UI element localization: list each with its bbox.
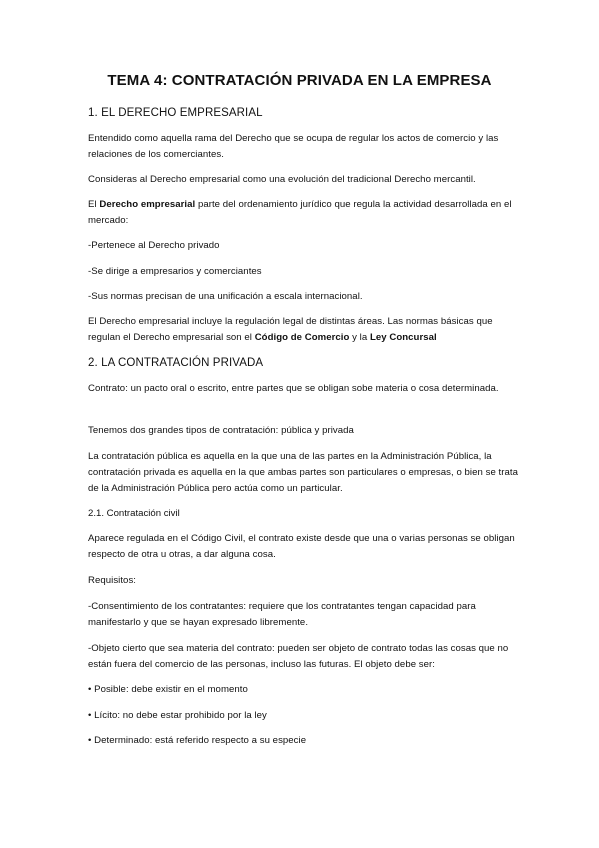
subsection-2-1-heading: 2.1. Contratación civil xyxy=(88,508,180,519)
p4-text-mid: y la xyxy=(349,332,370,343)
section-2-paragraph-2: Tenemos dos grandes tipos de contratación: pública y privada xyxy=(88,425,354,436)
p3-text-start: El xyxy=(88,199,100,210)
section-2-paragraph-4: Aparece regulada en el Código Civil, el contrato existe desde que una o varias personas se obligan respecto de otra u otras, a dar alguna cosa. xyxy=(88,533,515,560)
p4-bold-codigo: Código de Comercio xyxy=(254,332,350,343)
section-2-paragraph-3: La contratación pública es aquella en la que una de las partes en la Administración Pública, la contratación privada es aquella en la que ambas partes son particulares o empresas, o bien se trata de la Administración Pública pero actúa como un particular. xyxy=(88,451,518,494)
section-1-bullet-1: -Pertenece al Derecho privado xyxy=(88,240,220,251)
list-item-determinado: • Determinado: está referido respecto a su especie xyxy=(88,735,307,746)
list-item-licito: • Lícito: no debe estar prohibido por la ley xyxy=(88,710,267,721)
section-1-heading: 1. EL DERECHO EMPRESARIAL xyxy=(88,107,263,119)
section-2-paragraph-7: -Objeto cierto que sea materia del contrato: pueden ser objeto de contrato todas las cosas que no están fuera del comercio de las personas, incluso las futuras. El objeto debe ser: xyxy=(88,643,509,670)
section-1-paragraph-1: Entendido como aquella rama del Derecho que se ocupa de regular los actos de comercio y las relaciones de los comerciantes. xyxy=(88,133,499,160)
p4-text-start: El Derecho empresarial incluye la regulación legal de distintas áreas. Las normas básicas que regulan el Derecho empresarial son el xyxy=(88,316,493,343)
section-2-heading: 2. LA CONTRATACIÓN PRIVADA xyxy=(88,357,264,369)
section-2-paragraph-6: -Consentimiento de los contratantes: requiere que los contratantes tengan capacidad para manifestarlo y que se hayan expresado libremente. xyxy=(88,601,476,628)
section-1-paragraph-2: Consideras al Derecho empresarial como una evolución del tradicional Derecho mercantil. xyxy=(88,174,476,185)
list-item-posible: • Posible: debe existir en el momento xyxy=(88,684,248,695)
section-1-paragraph-3 xyxy=(88,197,518,229)
p3-text-end: parte del ordenamiento jurídico que regula la actividad desarrollada en el mercado: xyxy=(88,199,512,226)
section-1-paragraph-4 xyxy=(88,314,518,346)
section-1-bullet-3: -Sus normas precisan de una unificación a escala internacional. xyxy=(88,291,363,302)
p3-bold-term: Derecho empresarial xyxy=(99,199,196,210)
section-1-bullet-2: -Se dirige a empresarios y comerciantes xyxy=(88,266,262,277)
p4-bold-ley: Ley Concursal xyxy=(369,332,437,343)
section-2-paragraph-5: Requisitos: xyxy=(88,575,137,586)
document-title: TEMA 4: CONTRATACIÓN PRIVADA EN LA EMPRESA xyxy=(107,72,492,89)
section-2-paragraph-1: Contrato: un pacto oral o escrito, entre partes que se obligan sobe materia o cosa determinada. xyxy=(88,383,499,394)
